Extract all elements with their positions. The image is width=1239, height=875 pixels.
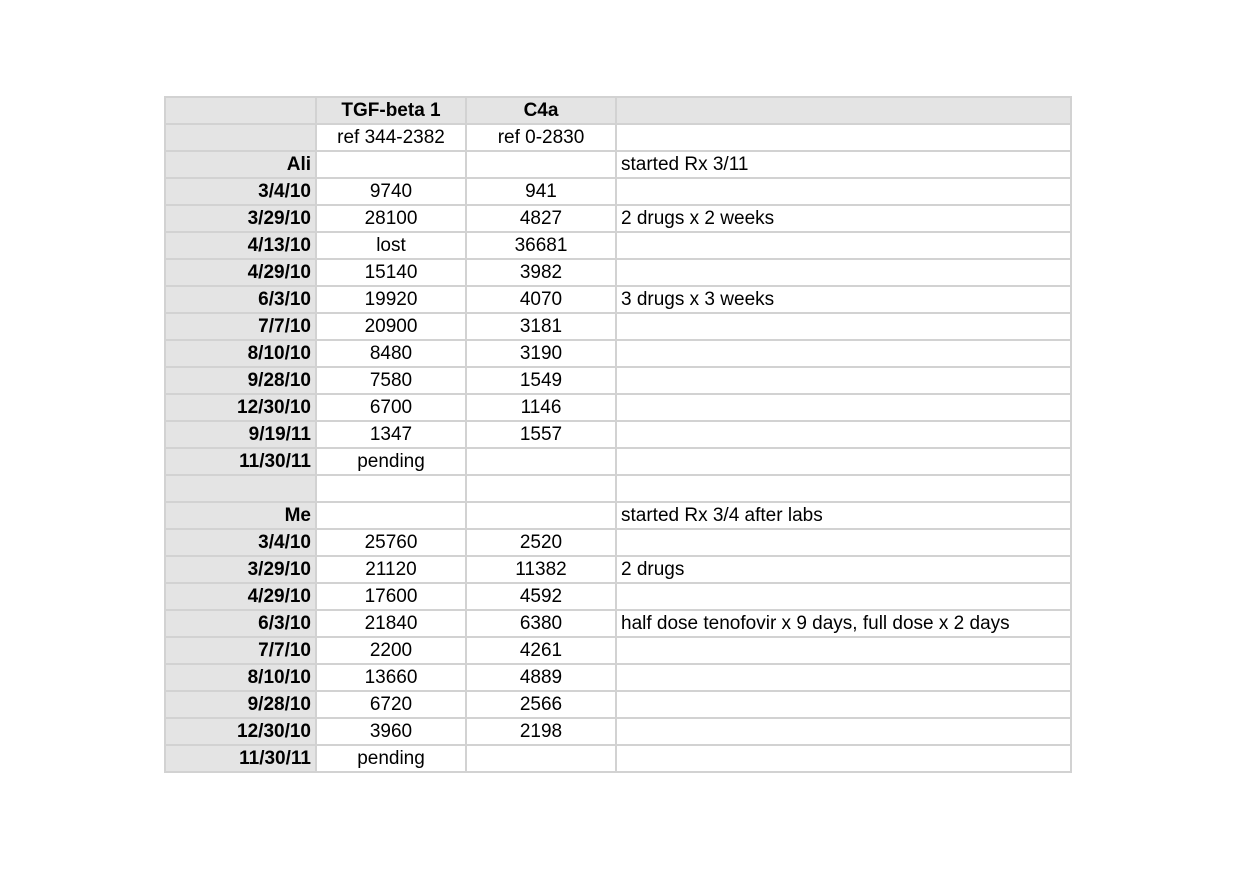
reference-c4a-cell[interactable]: ref 0-2830: [466, 124, 616, 151]
row-label-cell[interactable]: [165, 475, 316, 502]
table-row: [165, 205, 1071, 232]
table-row: [165, 259, 1071, 286]
c4a-cell[interactable]: 36681: [466, 232, 616, 259]
note-cell[interactable]: [616, 475, 1071, 502]
row-label-cell[interactable]: 3/29/10: [165, 205, 316, 232]
note-cell[interactable]: [616, 664, 1071, 691]
c4a-cell[interactable]: 11382: [466, 556, 616, 583]
table-row: [165, 232, 1071, 259]
row-label-cell[interactable]: 9/28/10: [165, 367, 316, 394]
note-cell[interactable]: [616, 313, 1071, 340]
table-row: [165, 151, 1071, 178]
tgf-beta-1-cell[interactable]: 6720: [316, 691, 466, 718]
table-row: [165, 583, 1071, 610]
c4a-cell[interactable]: [466, 475, 616, 502]
note-cell[interactable]: [616, 745, 1071, 772]
note-cell[interactable]: [616, 367, 1071, 394]
note-cell[interactable]: [616, 340, 1071, 367]
note-cell[interactable]: started Rx 3/4 after labs: [616, 502, 1071, 529]
c4a-cell[interactable]: 4827: [466, 205, 616, 232]
reference-tgf-cell[interactable]: ref 344-2382: [316, 124, 466, 151]
row-label-cell[interactable]: 3/29/10: [165, 556, 316, 583]
note-cell[interactable]: 2 drugs: [616, 556, 1071, 583]
table-row: [165, 286, 1071, 313]
tgf-beta-1-cell[interactable]: lost: [316, 232, 466, 259]
header-row: [165, 97, 1071, 124]
c4a-cell[interactable]: [466, 151, 616, 178]
row-label-cell[interactable]: 12/30/10: [165, 394, 316, 421]
table-row: [165, 313, 1071, 340]
row-label-cell[interactable]: 8/10/10: [165, 340, 316, 367]
tgf-beta-1-cell[interactable]: pending: [316, 745, 466, 772]
c4a-cell[interactable]: 3190: [466, 340, 616, 367]
header-cell-label[interactable]: [165, 97, 316, 124]
tgf-beta-1-cell[interactable]: 9740: [316, 178, 466, 205]
row-label-cell[interactable]: 9/28/10: [165, 691, 316, 718]
table-row: [165, 178, 1071, 205]
table-row: [165, 664, 1071, 691]
c4a-cell[interactable]: 4261: [466, 637, 616, 664]
table-row: [165, 718, 1071, 745]
table-row: [165, 745, 1071, 772]
reference-row: [165, 124, 1071, 151]
row-label-cell[interactable]: 4/29/10: [165, 259, 316, 286]
tgf-beta-1-cell[interactable]: 19920: [316, 286, 466, 313]
table-row: [165, 367, 1071, 394]
note-cell[interactable]: started Rx 3/11: [616, 151, 1071, 178]
row-label-cell[interactable]: 4/29/10: [165, 583, 316, 610]
c4a-cell[interactable]: 2198: [466, 718, 616, 745]
header-cell-tgf-beta-1[interactable]: TGF-beta 1: [316, 97, 466, 124]
row-label-cell[interactable]: 9/19/11: [165, 421, 316, 448]
tgf-beta-1-cell[interactable]: 1347: [316, 421, 466, 448]
c4a-cell[interactable]: 941: [466, 178, 616, 205]
note-cell[interactable]: [616, 448, 1071, 475]
table-row: [165, 691, 1071, 718]
table-row: [165, 475, 1071, 502]
c4a-cell[interactable]: 3982: [466, 259, 616, 286]
c4a-cell[interactable]: 2566: [466, 691, 616, 718]
note-cell[interactable]: [616, 529, 1071, 556]
c4a-cell[interactable]: 2520: [466, 529, 616, 556]
c4a-cell[interactable]: 4592: [466, 583, 616, 610]
c4a-cell[interactable]: 4889: [466, 664, 616, 691]
tgf-beta-1-cell[interactable]: 2200: [316, 637, 466, 664]
tgf-beta-1-cell[interactable]: pending: [316, 448, 466, 475]
spreadsheet-table: [164, 96, 1072, 773]
tgf-beta-1-cell[interactable]: 3960: [316, 718, 466, 745]
header-cell-c4a[interactable]: C4a: [466, 97, 616, 124]
header-cell-notes[interactable]: [616, 97, 1071, 124]
tgf-beta-1-cell[interactable]: [316, 151, 466, 178]
tgf-beta-1-cell[interactable]: 21120: [316, 556, 466, 583]
c4a-cell[interactable]: 3181: [466, 313, 616, 340]
tgf-beta-1-cell[interactable]: 8480: [316, 340, 466, 367]
tgf-beta-1-cell[interactable]: 21840: [316, 610, 466, 637]
row-label-cell[interactable]: 11/30/11: [165, 745, 316, 772]
table-row: [165, 394, 1071, 421]
c4a-cell[interactable]: 1549: [466, 367, 616, 394]
row-label-cell[interactable]: Me: [165, 502, 316, 529]
note-cell[interactable]: [616, 421, 1071, 448]
row-label-cell[interactable]: 4/13/10: [165, 232, 316, 259]
row-label-cell[interactable]: Ali: [165, 151, 316, 178]
table-row: [165, 421, 1071, 448]
note-cell[interactable]: [616, 178, 1071, 205]
row-label-cell[interactable]: 3/4/10: [165, 178, 316, 205]
row-label-cell[interactable]: 12/30/10: [165, 718, 316, 745]
note-cell[interactable]: [616, 691, 1071, 718]
c4a-cell[interactable]: [466, 502, 616, 529]
c4a-cell[interactable]: 1557: [466, 421, 616, 448]
row-label-cell[interactable]: 7/7/10: [165, 637, 316, 664]
note-cell[interactable]: [616, 232, 1071, 259]
row-label-cell[interactable]: 11/30/11: [165, 448, 316, 475]
table-row: [165, 448, 1071, 475]
tgf-beta-1-cell[interactable]: 7580: [316, 367, 466, 394]
note-cell[interactable]: 2 drugs x 2 weeks: [616, 205, 1071, 232]
table-row: [165, 529, 1071, 556]
c4a-cell[interactable]: [466, 745, 616, 772]
tgf-beta-1-cell[interactable]: [316, 502, 466, 529]
tgf-beta-1-cell[interactable]: 13660: [316, 664, 466, 691]
row-label-cell[interactable]: 6/3/10: [165, 610, 316, 637]
table-row: [165, 340, 1071, 367]
reference-label-cell[interactable]: [165, 124, 316, 151]
table-row: [165, 556, 1071, 583]
c4a-cell[interactable]: 1146: [466, 394, 616, 421]
note-cell[interactable]: [616, 583, 1071, 610]
row-label-cell[interactable]: 7/7/10: [165, 313, 316, 340]
tgf-beta-1-cell[interactable]: 20900: [316, 313, 466, 340]
row-label-cell[interactable]: 3/4/10: [165, 529, 316, 556]
tgf-beta-1-cell[interactable]: 28100: [316, 205, 466, 232]
reference-note-cell[interactable]: [616, 124, 1071, 151]
tgf-beta-1-cell[interactable]: [316, 475, 466, 502]
tgf-beta-1-cell[interactable]: 15140: [316, 259, 466, 286]
c4a-cell[interactable]: 6380: [466, 610, 616, 637]
note-cell[interactable]: [616, 718, 1071, 745]
table-row: [165, 610, 1071, 637]
tgf-beta-1-cell[interactable]: 25760: [316, 529, 466, 556]
tgf-beta-1-cell[interactable]: 6700: [316, 394, 466, 421]
note-cell[interactable]: [616, 394, 1071, 421]
note-cell[interactable]: [616, 637, 1071, 664]
row-label-cell[interactable]: 8/10/10: [165, 664, 316, 691]
tgf-beta-1-cell[interactable]: 17600: [316, 583, 466, 610]
note-cell[interactable]: [616, 259, 1071, 286]
row-label-cell[interactable]: 6/3/10: [165, 286, 316, 313]
c4a-cell[interactable]: [466, 448, 616, 475]
note-cell[interactable]: 3 drugs x 3 weeks: [616, 286, 1071, 313]
table-row: [165, 637, 1071, 664]
note-cell[interactable]: half dose tenofovir x 9 days, full dose x 2 days: [616, 610, 1071, 637]
table-row: [165, 502, 1071, 529]
c4a-cell[interactable]: 4070: [466, 286, 616, 313]
